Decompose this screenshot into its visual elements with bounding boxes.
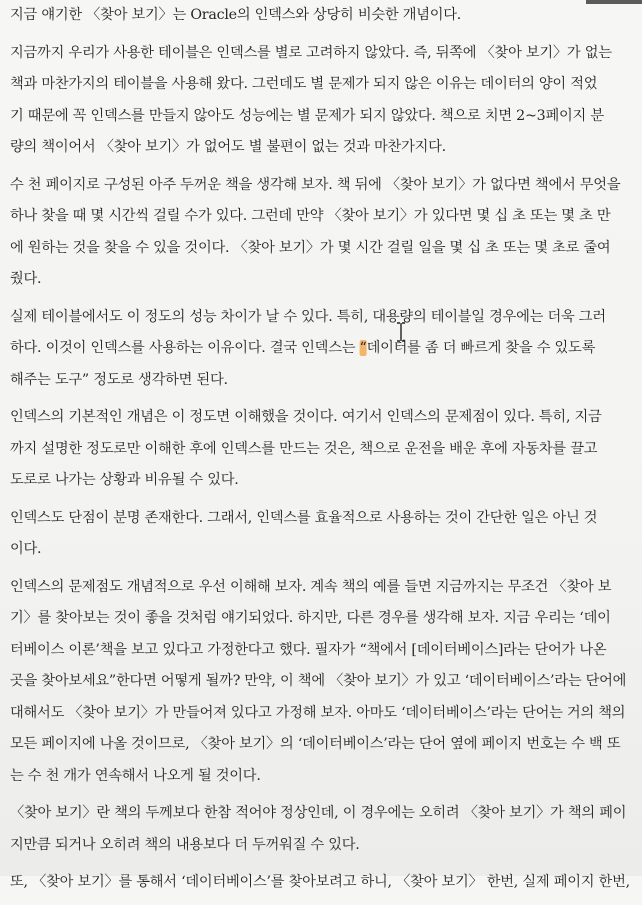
text-line: 인덱스도 단점이 분명 존재한다. 그래서, 인덱스를 효율적으로 사용하는 것이 간단한 일은 아닌 것 (10, 509, 598, 526)
text-line: 또, 〈찾아 보기〉를 통해서 ‘데이터베이스’를 찾아보려고 하니, 〈찾아 보기〉 한번, 실제 페이지 한번, (10, 874, 630, 890)
text-segment: 데이터를 좀 더 빠르게 찾을 수 있도록 (366, 340, 596, 356)
text-line: 책과 마찬가지의 테이블을 사용해 왔다. 그런데도 별 문제가 되지 않은 이유는 데이터의 양이 적었 (10, 76, 598, 92)
paragraph-3 (10, 170, 638, 296)
text-line: 에 원하는 것을 찾을 수 있을 것이다. 〈찾아 보기〉가 몇 시간 걸릴 일을 몇 십 초 또는 몇 초로 줄여 (10, 239, 611, 256)
text-line: 수 천 페이지로 구성된 아주 두꺼운 책을 생각해 보자. 책 뒤에 〈찾아 보기〉가 없다면 책에서 무엇을 (10, 176, 621, 193)
text-line: 는 수 천 개가 연속해서 나오게 될 것이다. (10, 767, 261, 784)
text-line: 곳을 찾아보세요”한다면 어떻게 될까? 만약, 이 책에 〈찾아 보기〉가 있고 ‘데이터베이스’라는 단어에 (10, 673, 627, 689)
text-line: 지금까지 우리가 사용한 테이블은 인덱스를 별로 고려하지 않았다. 즉, 뒤쪽에 〈찾아 보기〉가 없는 (10, 44, 612, 61)
text-line: 줬다. (10, 271, 42, 287)
text-line-with-cursor (10, 333, 632, 365)
text-line: 실제 테이블에서도 이 정도의 성능 차이가 날 수 있다. 특히, 대용량의 테이블일 경우에는 더욱 그러 (10, 308, 606, 325)
text-line: 지금 얘기한 〈찾아 보기〉는 Oracle의 인덱스와 상당히 비슷한 개념이다. (10, 7, 462, 23)
text-segment: 하다. 이것이 인덱스를 사용하는 이유이다. 결국 인덱스는 (10, 340, 360, 356)
paragraph-6 (10, 503, 638, 566)
document-page (10, 0, 638, 905)
paragraph-2 (10, 38, 638, 164)
selected-character[interactable]: “ (359, 340, 367, 356)
text-line: 기 때문에 꼭 인덱스를 만들지 않아도 성능에는 별 문제가 되지 않았다. 책으로 치면 2~3페이지 분 (10, 107, 604, 124)
text-line: 대해서도 〈찾아 보기〉가 만들어져 있다고 가정해 보자. 아마도 ‘데이터베이스’라는 단어는 거의 책의 (10, 704, 626, 721)
paragraph-1 (10, 0, 638, 32)
paragraph-7 (10, 572, 638, 793)
text-line: 터베이스 이론’책을 보고 있다고 가정한다고 했다. 필자가 “책에서 [데이터베이스]라는 단어가 나온 (10, 641, 607, 658)
text-line: 이다. (10, 541, 42, 557)
text-cursor-icon (396, 322, 406, 342)
text-line: 지만큼 되거나 오히려 책의 내용보다 더 두꺼워질 수 있다. (10, 836, 360, 853)
text-line: 인덱스의 기본적인 개념은 이 정도면 이해했을 것이다. 여기서 인덱스의 문제점이 있다. 특히, 지금 (10, 409, 602, 425)
paragraph-4 (10, 302, 638, 397)
text-line: 기〉를 찾아보는 것이 좋을 것처럼 얘기되었다. 하지만, 다른 경우를 생각해 보자. 지금 우리는 ‘데이 (10, 610, 611, 626)
text-line: 량의 책이어서 〈찾아 보기〉가 없어도 별 불편이 없는 것과 마찬가지다. (10, 139, 446, 155)
paragraph-9 (10, 867, 638, 899)
text-line: 인덱스의 문제점도 개념적으로 우선 이해해 보자. 계속 책의 예를 들면 지금까지는 무조건 〈찾아 보 (10, 578, 612, 595)
text-line: 하나 찾을 때 몇 시간씩 걸릴 수가 있다. 그런데 만약 〈찾아 보기〉가 있다면 몇 십 초 또는 몇 초 만 (10, 208, 611, 224)
text-line: 도로로 나가는 상황과 비유될 수 있다. (10, 472, 239, 488)
text-line: 해주는 도구” 정도로 생각하면 된다. (10, 371, 228, 388)
paragraph-8 (10, 798, 638, 861)
text-line: 까지 설명한 정도로만 이해한 후에 인덱스를 만드는 것은, 책으로 운전을 배운 후에 자동차를 끌고 (10, 440, 598, 457)
text-line: 모든 페이지에 나올 것이므로, 〈찾아 보기〉의 ‘데이터베이스’라는 단어 옆에 페이지 번호는 수 백 또 (10, 736, 621, 752)
paragraph-5 (10, 402, 638, 497)
text-line: 〈찾아 보기〉란 책의 두께보다 한참 적어야 정상인데, 이 경우에는 오히려 〈찾아 보기〉가 책의 페이 (10, 805, 627, 821)
